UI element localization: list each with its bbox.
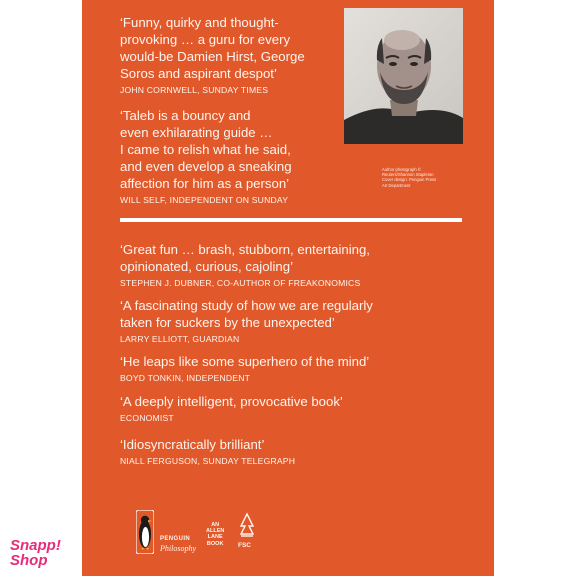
- quote-attribution: LARRY ELLIOTT, GUARDIAN: [120, 334, 240, 344]
- quote-text: ‘A fascinating study of how we are regularly taken for suckers by the unexpected’: [120, 298, 373, 330]
- author-photo: [344, 8, 463, 144]
- quote-text: ‘A deeply intelligent, provocative book’: [120, 394, 343, 409]
- quote-attribution: NIALL FERGUSON, SUNDAY TELEGRAPH: [120, 456, 296, 466]
- book-back-cover: [82, 0, 494, 576]
- fsc-tree-icon: [239, 512, 255, 540]
- quote-text: ‘Idiosyncratically brilliant’: [120, 437, 265, 452]
- divider-rule: [120, 218, 462, 222]
- quote-attribution: WILL SELF, INDEPENDENT ON SUNDAY: [120, 195, 289, 205]
- quote-text: ‘Funny, quirky and thought- provoking … a guru for every would-be Damien Hirst, George Soros and aspirant despot’: [120, 15, 305, 81]
- quote-block: [120, 393, 460, 424]
- quote-attribution: STEPHEN J. DUBNER, CO-AUTHOR OF FREAKONOMICS: [120, 278, 361, 288]
- quote-block: [120, 14, 342, 96]
- quote-text: ‘He leaps like some superhero of the mind’: [120, 354, 370, 369]
- quote-attribution: ECONOMIST: [120, 413, 174, 423]
- quote-text: ‘Great fun … brash, stubborn, entertaining, opinionated, curious, cajoling’: [120, 242, 370, 274]
- quote-attribution: BOYD TONKIN, INDEPENDENT: [120, 373, 251, 383]
- quote-attribution: JOHN CORNWELL, SUNDAY TIMES: [120, 85, 269, 95]
- fsc-wordmark: FSC: [238, 542, 251, 549]
- quote-block: [120, 107, 342, 206]
- author-portrait-image: [344, 8, 463, 144]
- allen-lane-logo: AN ALLEN LANE BOOK: [206, 522, 225, 547]
- quote-text: ‘Taleb is a bouncy and even exhilarating guide … I came to relish what he said, and even develop a sneaking affection for him as a person’: [120, 108, 292, 191]
- quote-block: [120, 297, 460, 345]
- quote-block: [120, 353, 460, 384]
- quote-block: [120, 436, 460, 467]
- philosophy-wordmark: Philosophy: [160, 544, 196, 553]
- photo-credit: Author photograph © Reuters/Shannon Stapleton Cover design: Penguin Press Art Department: [382, 167, 437, 188]
- snapp-shop-watermark: Snapp! Shop: [10, 537, 61, 569]
- quote-block: [120, 241, 460, 289]
- penguin-wordmark: PENGUIN: [160, 536, 191, 542]
- penguin-logo-icon: [136, 510, 154, 554]
- publisher-logos: [132, 508, 332, 558]
